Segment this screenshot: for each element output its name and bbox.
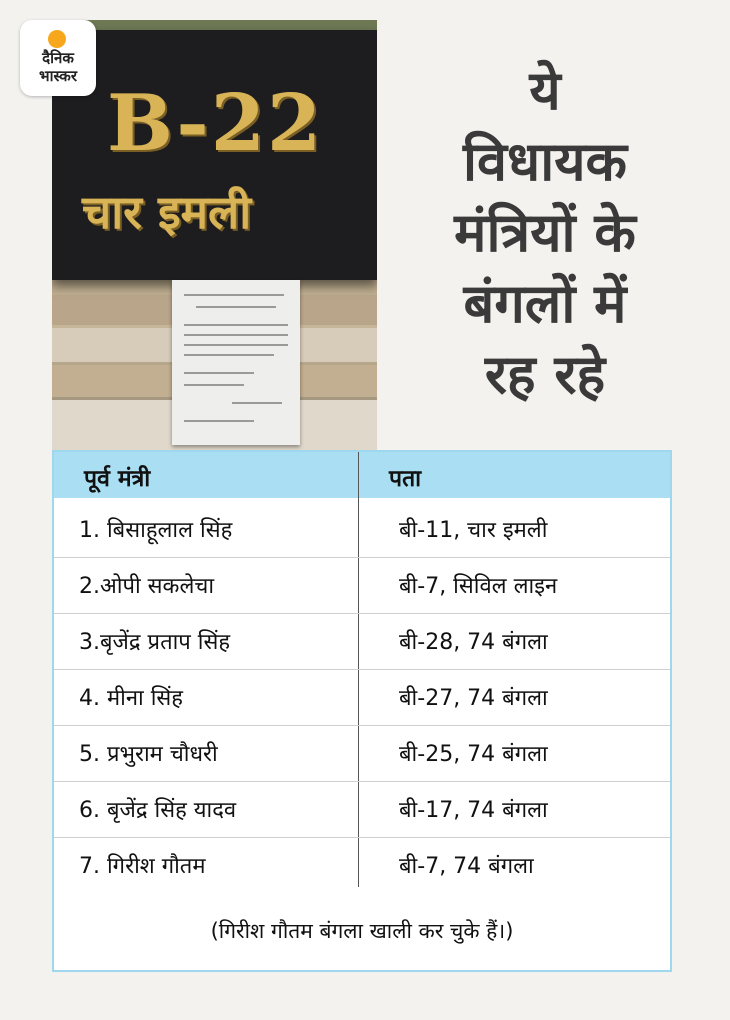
headline-line: ये: [529, 59, 561, 122]
minister-name: 3.बृजेंद्र प्रताप सिंह: [79, 630, 231, 655]
minister-name: 4. मीना सिंह: [79, 686, 183, 711]
table-footnote: (गिरीश गौतम बंगला खाली कर चुके हैं।): [210, 919, 514, 943]
table-row: [54, 670, 670, 726]
nameplate-photo: [52, 20, 377, 450]
table-row: [54, 502, 670, 558]
ministers-table: [52, 450, 672, 972]
table-row: [54, 782, 670, 838]
bungalow-address: बी-7, सिविल लाइन: [399, 574, 558, 599]
logo-line-1: दैनिक: [42, 49, 74, 67]
logo-line-2: भास्कर: [39, 67, 77, 85]
posted-notice: [172, 280, 300, 445]
bungalow-address: बी-28, 74 बंगला: [399, 630, 548, 655]
minister-name: 5. प्रभुराम चौधरी: [79, 742, 218, 767]
table-row: [54, 726, 670, 782]
plate-name: चार इमली: [82, 185, 252, 239]
table-row: [54, 838, 670, 893]
headline: [395, 55, 695, 410]
headline-line: बंगलों में: [463, 272, 627, 335]
plate-number: B-22: [107, 78, 324, 169]
table-header: [54, 452, 670, 498]
bungalow-address: बी-27, 74 बंगला: [399, 686, 548, 711]
headline-line: रह रहे: [484, 343, 606, 406]
table-row: [54, 614, 670, 670]
bungalow-address: बी-7, 74 बंगला: [399, 854, 534, 879]
bungalow-address: बी-11, चार इमली: [399, 518, 548, 543]
bungalow-address: बी-25, 74 बंगला: [399, 742, 548, 767]
headline-line: मंत्रियों के: [454, 201, 636, 264]
headline-line: विधायक: [463, 130, 627, 193]
minister-name: 6. बृजेंद्र सिंह यादव: [79, 798, 237, 823]
nameplate: [52, 30, 377, 280]
table-row: [54, 558, 670, 614]
minister-name: 1. बिसाहूलाल सिंह: [79, 518, 233, 543]
header-name: पूर्व मंत्री: [84, 466, 151, 492]
sun-icon: [48, 30, 66, 48]
minister-name: 2.ओपी सकलेचा: [79, 574, 215, 599]
header-address: पता: [389, 466, 422, 492]
dainik-bhaskar-logo: [20, 20, 96, 96]
minister-name: 7. गिरीश गौतम: [79, 854, 206, 879]
bungalow-address: बी-17, 74 बंगला: [399, 798, 548, 823]
